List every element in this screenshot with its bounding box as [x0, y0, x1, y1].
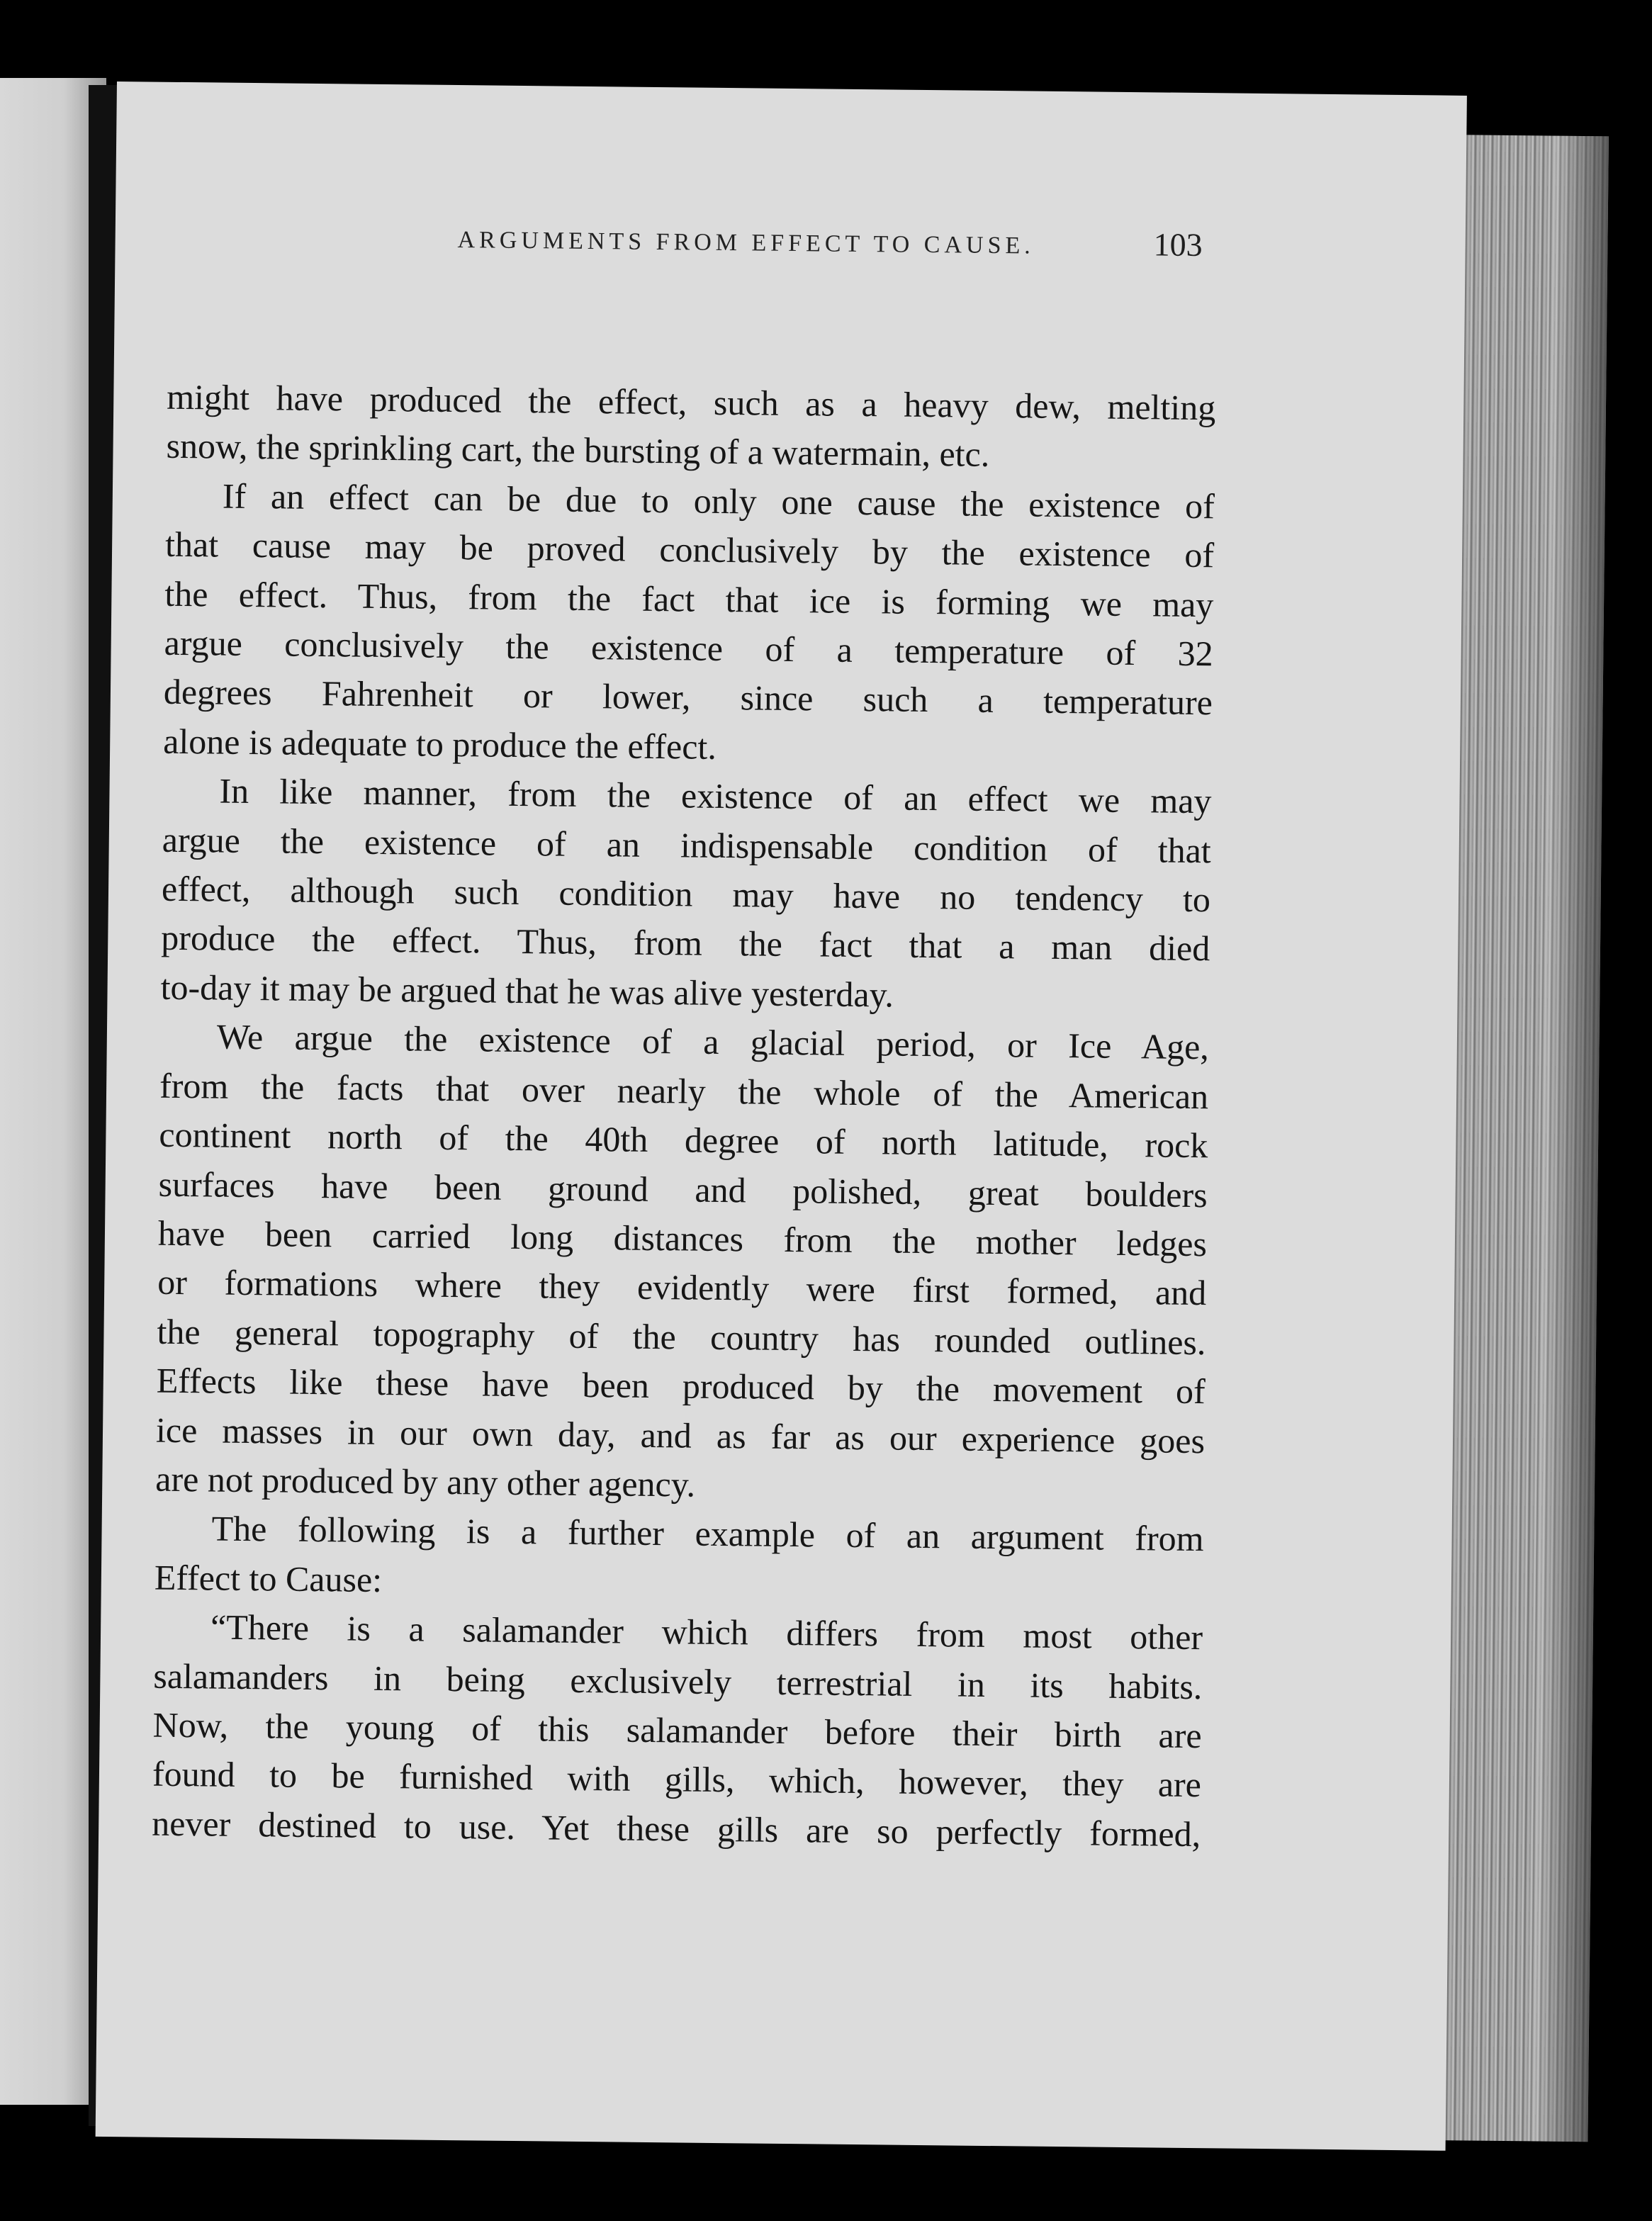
page-number: 103	[1153, 226, 1203, 264]
text-line: have been carried long distances from the mother ledges	[157, 1213, 1208, 1264]
text-line: degrees Fahrenheit or lower, since such a temperature	[163, 672, 1213, 723]
text-line: argue the existence of an indispensable condition of that	[162, 819, 1212, 870]
text-line: In like manner, from the existence of an effect we may	[219, 770, 1212, 821]
text-line: continent north of the 40th degree of north latitude, rock	[159, 1114, 1208, 1166]
text-line: might have produced the effect, such as a heavy dew, melting	[167, 376, 1216, 428]
text-line: surfaces have been ground and polished, great boulders	[158, 1164, 1208, 1215]
text-line: We argue the existence of a glacial period, or Ice Age,	[216, 1016, 1210, 1067]
text-line: never destined to use. Yet these gills are so perfectly formed,	[151, 1803, 1201, 1854]
text-line: Effect to Cause:	[154, 1557, 383, 1599]
text-line: Effects like these have been produced by the movement of	[156, 1360, 1206, 1412]
text-line: from the facts that over nearly the whole of the American	[159, 1065, 1209, 1116]
text-line: found to be furnished with gills, which, however, they are	[152, 1754, 1202, 1805]
text-line: If an effect can be due to only one cause the existence of	[222, 476, 1215, 527]
text-line: “There is a salamander which differs from most other	[210, 1607, 1203, 1658]
text-line: or formations where they evidently were first formed, and	[157, 1262, 1207, 1313]
text-line: alone is adequate to produce the effect.	[162, 721, 717, 767]
text-line: Now, the young of this salamander before their birth are	[152, 1704, 1202, 1756]
text-line: to-day it may be argued that he was alive yesterday.	[160, 967, 894, 1015]
text-line: ice masses in our own day, and as far as our experience goes	[155, 1410, 1206, 1461]
text-line: the general topography of the country has rounded outlines.	[157, 1311, 1206, 1362]
book-page	[96, 81, 1467, 2151]
text-line: argue conclusively the existence of a temperature of 32	[164, 622, 1213, 674]
text-line: snow, the sprinkling cart, the bursting of a watermain, etc.	[166, 426, 990, 475]
text-line: effect, although such condition may have no tendency to	[161, 868, 1211, 920]
text-line: salamanders in being exclusively terrestrial in its habits.	[153, 1655, 1203, 1706]
running-head: ARGUMENTS FROM EFFECT TO CAUSE.	[457, 227, 1035, 259]
text-line: are not produced by any other agency.	[155, 1458, 696, 1505]
text-line: The following is a further example of an argument from	[211, 1508, 1204, 1559]
text-line: produce the effect. Thus, from the fact that a man died	[161, 918, 1210, 969]
text-line: that cause may be proved conclusively by the existence of	[164, 524, 1215, 575]
body-text	[152, 373, 1216, 1860]
text-line: the effect. Thus, from the fact that ice is forming we may	[164, 573, 1214, 624]
